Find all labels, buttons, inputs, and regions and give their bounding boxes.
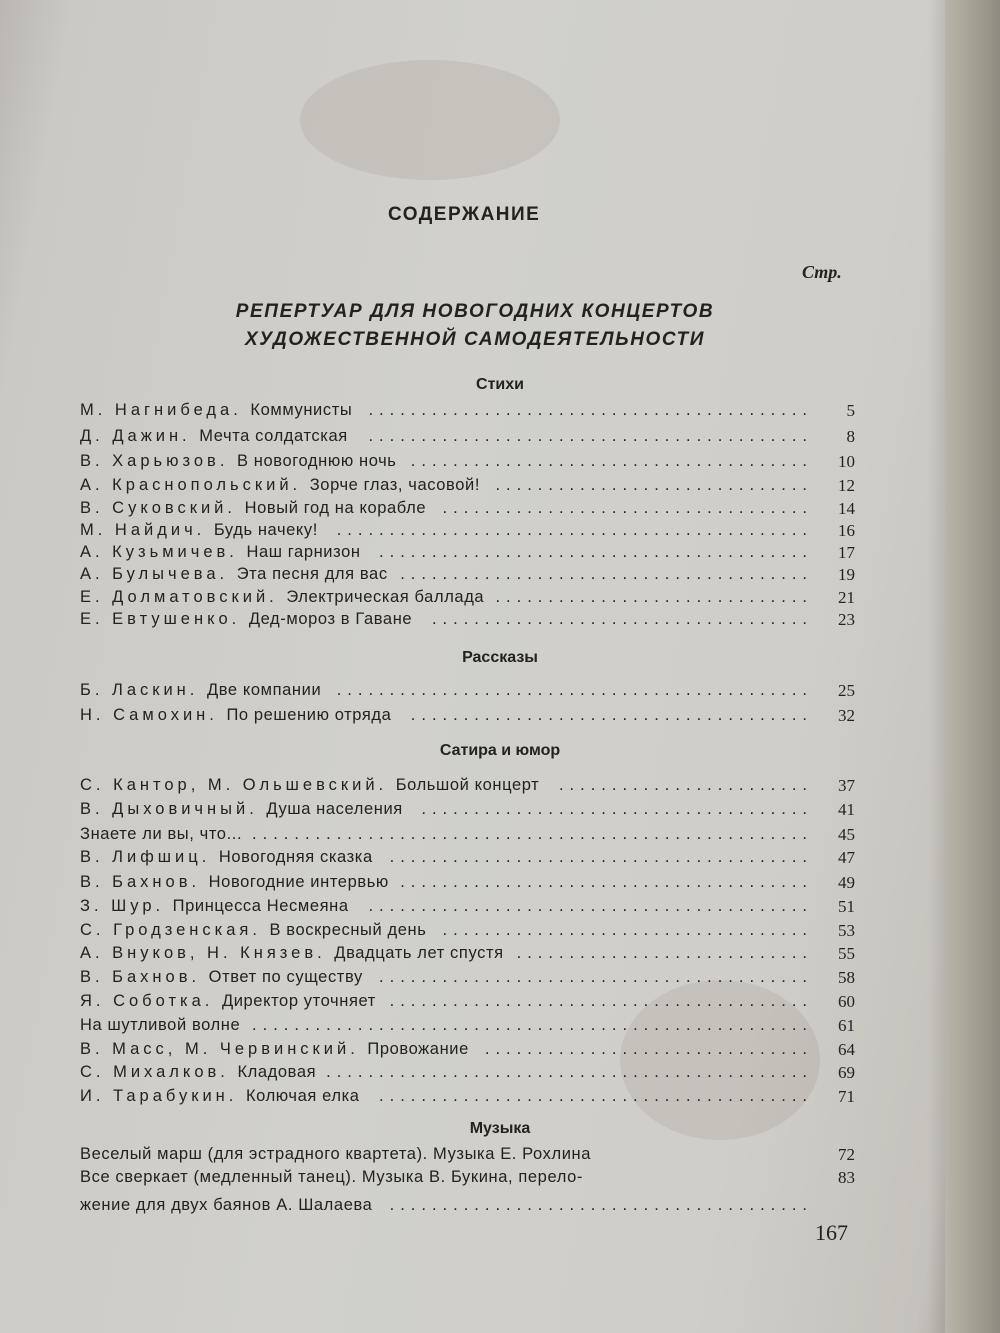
toc-entry-page: 60 xyxy=(838,992,855,1011)
toc-entry-page: 49 xyxy=(838,873,855,892)
toc-entry-title: Дед-мороз в Гаване xyxy=(248,610,413,628)
toc-entry xyxy=(80,476,855,500)
collection-title-line-1: РЕПЕРТУАР ДЛЯ НОВОГОДНИХ КОНЦЕРТОВ xyxy=(235,301,715,322)
toc-entry-text xyxy=(80,1040,469,1059)
leader-dots: ............................................. xyxy=(336,521,813,539)
leader-dots: ....................................... xyxy=(400,565,813,583)
toc-entry-page: 58 xyxy=(838,968,855,987)
toc-entry-text xyxy=(80,1016,240,1035)
section-heading: Стихи xyxy=(476,376,524,393)
toc-entry-page: 16 xyxy=(838,521,855,540)
toc-entry xyxy=(80,992,855,1016)
toc-entry-text xyxy=(80,944,504,963)
toc-entry-title: Эта песня для вас xyxy=(236,565,388,583)
toc-entry-title: Две компании xyxy=(206,681,322,699)
leader-dots: .............................................. xyxy=(326,1063,813,1081)
toc-entry-author: С. Кантор, М. Ольшевский. xyxy=(80,776,396,794)
toc-entry-text xyxy=(80,921,426,940)
leader-dots: ..................................................... xyxy=(252,1016,813,1034)
toc-entry-text xyxy=(80,499,426,518)
toc-entry xyxy=(80,706,855,730)
leader-dots: ..................................... xyxy=(421,800,813,818)
leader-dots: ................................... xyxy=(442,499,813,517)
toc-entry xyxy=(80,543,855,567)
toc-entry-title: Колючая елка xyxy=(245,1087,360,1105)
toc-entry-author: А. Булычева. xyxy=(80,565,237,583)
toc-entry-page: 41 xyxy=(838,800,855,819)
toc-entry-author: В. Харьюзов. xyxy=(80,452,237,470)
leader-dots: ......................................... xyxy=(379,543,813,561)
toc-entry-text xyxy=(80,1087,360,1106)
toc-entry-author: Б. Ласкин. xyxy=(80,681,207,699)
toc-entry-text xyxy=(80,776,539,795)
toc-entry-text xyxy=(80,992,376,1011)
toc-entry-title: Новогодние интервью xyxy=(208,873,389,891)
leader-dots: ........................................ xyxy=(389,1196,813,1214)
toc-entry xyxy=(80,452,855,476)
toc-entry-author: М. Нагнибеда. xyxy=(80,401,251,419)
toc-entry-page: 83 xyxy=(838,1168,855,1187)
toc-entry-title: Кладовая xyxy=(237,1063,317,1081)
toc-entry-title: Новый год на корабле xyxy=(244,499,427,517)
toc-entry-page: 45 xyxy=(838,825,855,844)
leader-dots: .......................................... xyxy=(368,401,813,419)
toc-entry-text xyxy=(80,588,484,607)
toc-entry-author: С. Гродзенская. xyxy=(80,921,270,939)
leader-dots: .............................. xyxy=(495,476,813,494)
leader-dots: ..................................................... xyxy=(252,825,813,843)
toc-entry-page: 5 xyxy=(846,401,855,420)
toc-entry xyxy=(80,1196,855,1220)
toc-entry-text xyxy=(80,543,361,562)
toc-entry xyxy=(80,800,855,824)
toc-entry-author: Д. Дажин. xyxy=(80,427,200,445)
toc-entry xyxy=(80,944,855,968)
toc-entry-page: 55 xyxy=(838,944,855,963)
toc-entry-title: Коммунисты xyxy=(250,401,353,419)
toc-entry-page: 72 xyxy=(838,1145,855,1164)
toc-entry-text xyxy=(80,452,397,471)
leader-dots: ........................ xyxy=(558,776,813,794)
leader-dots: ....................................... xyxy=(400,873,813,891)
toc-entry-page: 10 xyxy=(838,452,855,471)
toc-entry-title: Ответ по существу xyxy=(208,968,363,986)
toc-entry-author: М. Найдич. xyxy=(80,521,214,539)
toc-entry-title: Мечта солдатская xyxy=(199,427,348,445)
toc-entry-text xyxy=(80,825,242,844)
toc-entry-title: Все сверкает (медленный танец). Музыка В. Букина, перело- xyxy=(80,1168,583,1186)
leader-dots: ............................... xyxy=(484,1040,813,1058)
toc-entry-text xyxy=(80,848,373,867)
toc-entry-page: 8 xyxy=(846,427,855,446)
toc-entry-author: В. Дыховичный. xyxy=(80,800,267,818)
leader-dots: .............................. xyxy=(495,588,813,606)
toc-entry-author: В. Масс, М. Червинский. xyxy=(80,1040,368,1058)
toc-entry-author: В. Бахнов. xyxy=(80,968,209,986)
toc-entry-text xyxy=(80,706,391,725)
toc-entry-text xyxy=(80,1196,372,1215)
toc-entry-title: Электрическая баллада xyxy=(286,588,485,606)
toc-entry-page: 53 xyxy=(838,921,855,940)
page-number: 167 xyxy=(815,1220,848,1245)
toc-entry-text xyxy=(80,427,348,446)
toc-entry-page: 32 xyxy=(838,706,855,725)
toc-entry-page: 23 xyxy=(838,610,855,629)
leader-dots: ............................................. xyxy=(336,681,813,699)
toc-entry xyxy=(80,588,855,612)
leader-dots: .................................... xyxy=(431,610,813,628)
toc-entry-author: З. Шур. xyxy=(80,897,173,915)
leader-dots: ...................................... xyxy=(410,452,813,470)
toc-entry-title: Большой концерт xyxy=(395,776,540,794)
leader-dots: ........................................ xyxy=(389,848,813,866)
toc-entry-author: В. Бахнов. xyxy=(80,873,209,891)
toc-entry-text xyxy=(80,681,321,700)
toc-entry-text xyxy=(80,565,388,584)
toc-entry xyxy=(80,499,855,523)
toc-entry-text xyxy=(80,873,389,892)
toc-entry-page: 21 xyxy=(838,588,855,607)
toc-entry-author: Е. Долматовский. xyxy=(80,588,287,606)
leader-dots: ......................................... xyxy=(379,968,813,986)
toc-entry xyxy=(80,401,855,425)
leader-dots: ........................................ xyxy=(389,992,813,1010)
toc-entry-text xyxy=(80,897,349,916)
toc-entry-author: В. Суковский. xyxy=(80,499,245,517)
toc-entry xyxy=(80,1016,855,1040)
leader-dots: .......................................... xyxy=(368,427,813,445)
toc-entry-author: С. Михалков. xyxy=(80,1063,238,1081)
toc-entry-title: Душа населения xyxy=(266,800,403,818)
section-heading: Сатира и юмор xyxy=(439,742,561,759)
toc-entry-page: 69 xyxy=(838,1063,855,1082)
toc-entry-page: 14 xyxy=(838,499,855,518)
toc-entry-author: Я. Соботка. xyxy=(80,992,222,1010)
toc-entry-text xyxy=(80,1063,316,1082)
toc-entry-page: 25 xyxy=(838,681,855,700)
toc-entry-title: На шутливой волне xyxy=(80,1016,241,1034)
toc-entry-page: 71 xyxy=(838,1087,855,1106)
section-heading: Музыка xyxy=(469,1120,531,1137)
toc-entry xyxy=(80,1145,855,1169)
toc-entry xyxy=(80,968,855,992)
toc-entry-text xyxy=(80,401,352,420)
toc-entry-page: 64 xyxy=(838,1040,855,1059)
toc-entry-title: По решению отряда xyxy=(226,706,392,724)
toc-entry-text xyxy=(80,968,363,987)
toc-entry-page: 47 xyxy=(838,848,855,867)
toc-entry-title: Провожание xyxy=(367,1040,469,1058)
toc-entry xyxy=(80,1168,855,1192)
toc-entry-text xyxy=(80,610,412,629)
toc-entry-title: Будь начеку! xyxy=(213,521,318,539)
toc-entry-text xyxy=(80,1168,583,1187)
toc-entry-title: Двадцать лет спустя xyxy=(334,944,504,962)
toc-entry-page: 12 xyxy=(838,476,855,495)
toc-entry xyxy=(80,873,855,897)
toc-entry-page: 51 xyxy=(838,897,855,916)
toc-entry xyxy=(80,681,855,705)
toc-entry-text xyxy=(80,1145,591,1164)
toc-entry xyxy=(80,921,855,945)
leader-dots: ............................ xyxy=(516,944,813,962)
toc-entry xyxy=(80,610,855,634)
toc-entry-text xyxy=(80,800,403,819)
collection-title-line-2: ХУДОЖЕСТВЕННОЙ САМОДЕЯТЕЛЬНОСТИ xyxy=(244,329,705,350)
toc-entry-title: Принцесса Несмеяна xyxy=(172,897,349,915)
toc-entry-text xyxy=(80,521,318,540)
toc-entry xyxy=(80,427,855,451)
toc-entry-author: В. Лифшиц. xyxy=(80,848,219,866)
leader-dots: ................................... xyxy=(442,921,813,939)
toc-entry-title: Зорче глаз, часовой! xyxy=(309,476,480,494)
toc-entry-author: А. Кузьмичев. xyxy=(80,543,247,561)
toc-entry-title: В воскресный день xyxy=(269,921,427,939)
toc-entry xyxy=(80,848,855,872)
toc-entry-author: Е. Евтушенко. xyxy=(80,610,249,628)
toc-entry-page: 19 xyxy=(838,565,855,584)
toc-entry xyxy=(80,521,855,545)
toc-entry-title: жение для двух баянов А. Шалаева xyxy=(80,1196,373,1214)
leader-dots: ......................................... xyxy=(379,1087,813,1105)
toc-entry xyxy=(80,565,855,589)
toc-entry-title: Наш гарнизон xyxy=(246,543,361,561)
toc-entry-author: А. Внуков, Н. Князев. xyxy=(80,944,335,962)
leader-dots: .......................................... xyxy=(368,897,813,915)
page-column-label: Стр. xyxy=(802,262,842,282)
toc-entry-title: Веселый марш (для эстрадного квартета). Музыка Е. Рохлина xyxy=(80,1145,592,1163)
toc-entry xyxy=(80,897,855,921)
toc-entry-page: 17 xyxy=(838,543,855,562)
toc-entry xyxy=(80,1087,855,1111)
leader-dots: ...................................... xyxy=(410,706,813,724)
toc-entry-page: 61 xyxy=(838,1016,855,1035)
page-title: СОДЕРЖАНИЕ xyxy=(388,204,541,225)
toc-entry xyxy=(80,776,855,800)
toc-entry-text xyxy=(80,476,480,495)
toc-entry-author: А. Краснопольский. xyxy=(80,476,310,494)
toc-entry-title: Директор уточняет xyxy=(221,992,376,1010)
toc-entry-title: Знаете ли вы, что... xyxy=(80,825,243,843)
toc-entry-page: 37 xyxy=(838,776,855,795)
toc-entry-title: Новогодняя сказка xyxy=(218,848,373,866)
toc-entry xyxy=(80,1040,855,1064)
toc-entry-author: И. Тарабукин. xyxy=(80,1087,246,1105)
toc-entry-title: В новогоднюю ночь xyxy=(237,452,397,470)
toc-entry xyxy=(80,825,855,849)
section-heading: Рассказы xyxy=(462,649,538,666)
toc-entry xyxy=(80,1063,855,1087)
toc-entry-author: Н. Самохин. xyxy=(80,706,227,724)
